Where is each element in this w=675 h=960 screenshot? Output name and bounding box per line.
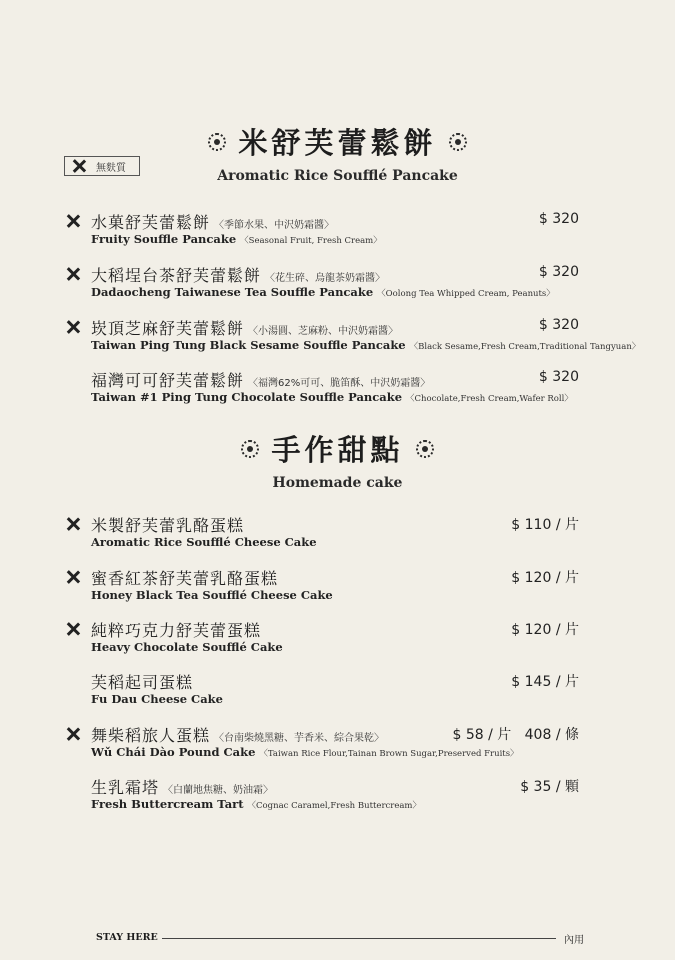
menu-item [0,670,675,714]
item-name-zh: 芙稻起司蛋糕 [91,673,194,692]
crossed-wheat-icon [66,622,80,636]
item-name-zh: 水菓舒芙蕾鬆餅 [91,213,211,232]
crossed-wheat-icon [66,570,80,584]
item-name-en: Honey Black Tea Soufflé Cheese Cake [91,588,333,602]
item-note-en: 〈Taiwan Rice Flour,Tainan Brown Sugar,Preserved Fruits〉 [259,749,519,759]
item-name-en: Aromatic Rice Soufflé Cheese Cake [91,535,317,549]
crossed-wheat-icon [66,727,80,741]
flower-icon [208,133,226,151]
item-name-en: Fresh Buttercream Tart [91,797,244,811]
item-price: $ 320 [538,211,579,227]
menu-item [0,368,675,412]
item-price: $ 320 [538,369,579,385]
item-name-en: Wǔ Chái Dào Pound Cake [91,745,256,759]
page-footer [96,932,584,946]
footer-dine-in-label: 內用 [564,935,584,946]
item-name-zh: 生乳霜塔 [91,778,160,797]
menu-item [0,775,675,819]
menu-item [0,513,675,557]
crossed-wheat-icon [72,159,86,173]
footer-brand: STAY HERE [96,932,158,943]
item-name-zh: 米製舒芙蕾乳酪蛋糕 [91,516,245,535]
menu-item [0,263,675,307]
item-price: $ 320 [538,264,579,280]
menu-item [0,210,675,254]
item-note-en: 〈Chocolate,Fresh Cream,Wafer Roll〉 [406,394,573,404]
item-note-zh: 〈花生碎、烏龍茶奶霜醬〉 [265,273,386,284]
item-note-zh: 〈季節水果、中沢奶霜醬〉 [214,220,335,231]
item-note-en: 〈Oolong Tea Whipped Cream, Peanuts〉 [377,289,555,299]
item-note-zh: 〈台南柴燒黑糖、芋香米、綜合果乾〉 [214,733,385,744]
item-price: $ 120 / 片 [511,622,579,638]
section-subtitle: Aromatic Rice Soufflé Pancake [217,168,458,184]
item-name-zh: 崁頂芝麻舒芙蕾鬆餅 [91,319,245,338]
item-note-zh: 〈小湯圓、芝麻粉、中沢奶霜醬〉 [248,326,399,337]
gluten-free-label: 無麩質 [96,162,126,174]
section-title: 米舒芙蕾鬆餅 [238,126,437,160]
item-note-en: 〈Seasonal Fruit, Fresh Cream〉 [240,236,382,246]
item-price: $ 320 [538,317,579,333]
item-name-zh: 蜜香紅茶舒芙蕾乳酪蛋糕 [91,569,279,588]
section-cake-header [0,428,675,491]
item-price: $ 110 / 片 [511,517,579,533]
menu-item [0,566,675,610]
item-note-en: 〈Cognac Caramel,Fresh Buttercream〉 [247,801,421,811]
item-name-en: Dadaocheng Taiwanese Tea Souffle Pancake [91,285,374,299]
item-name-zh: 純粹巧克力舒芙蕾蛋糕 [91,621,262,640]
crossed-wheat-icon [66,214,80,228]
footer-divider [162,938,556,939]
item-price: $ 35 / 顆 [520,779,579,795]
item-name-en: Fu Dau Cheese Cake [91,692,223,706]
flower-icon [241,440,259,458]
item-name-en: Fruity Souffle Pancake [91,232,237,246]
item-name-en: Taiwan Ping Tung Black Sesame Souffle Pancake [91,338,406,352]
menu-item [0,316,675,360]
crossed-wheat-icon [66,267,80,281]
item-name-zh: 大稻埕台茶舒芙蕾鬆餅 [91,266,262,285]
item-name-zh: 福灣可可舒芙蕾鬆餅 [91,371,245,390]
section-title: 手作甜點 [271,433,404,467]
flower-icon [416,440,434,458]
item-note-zh: 〈福灣62%可可、脆笛酥、中沢奶霜醬〉 [248,378,431,389]
flower-icon [449,133,467,151]
item-name-zh: 舞柴稻旅人蛋糕 [91,726,211,745]
menu-item [0,723,675,767]
gluten-free-badge [64,156,140,176]
item-name-en: Taiwan #1 Ping Tung Chocolate Souffle Pancake [91,390,403,404]
item-price: $ 58 / 片 408 / 條 [452,727,579,743]
item-price: $ 120 / 片 [511,570,579,586]
crossed-wheat-icon [66,517,80,531]
menu-item [0,618,675,662]
item-name-en: Heavy Chocolate Soufflé Cake [91,640,283,654]
section-subtitle: Homemade cake [272,475,403,491]
item-note-zh: 〈白蘭地焦糖、奶油霜〉 [163,785,274,796]
item-price: $ 145 / 片 [511,674,579,690]
item-note-en: 〈Black Sesame,Fresh Cream,Traditional Tangyuan〉 [409,342,641,352]
crossed-wheat-icon [66,320,80,334]
